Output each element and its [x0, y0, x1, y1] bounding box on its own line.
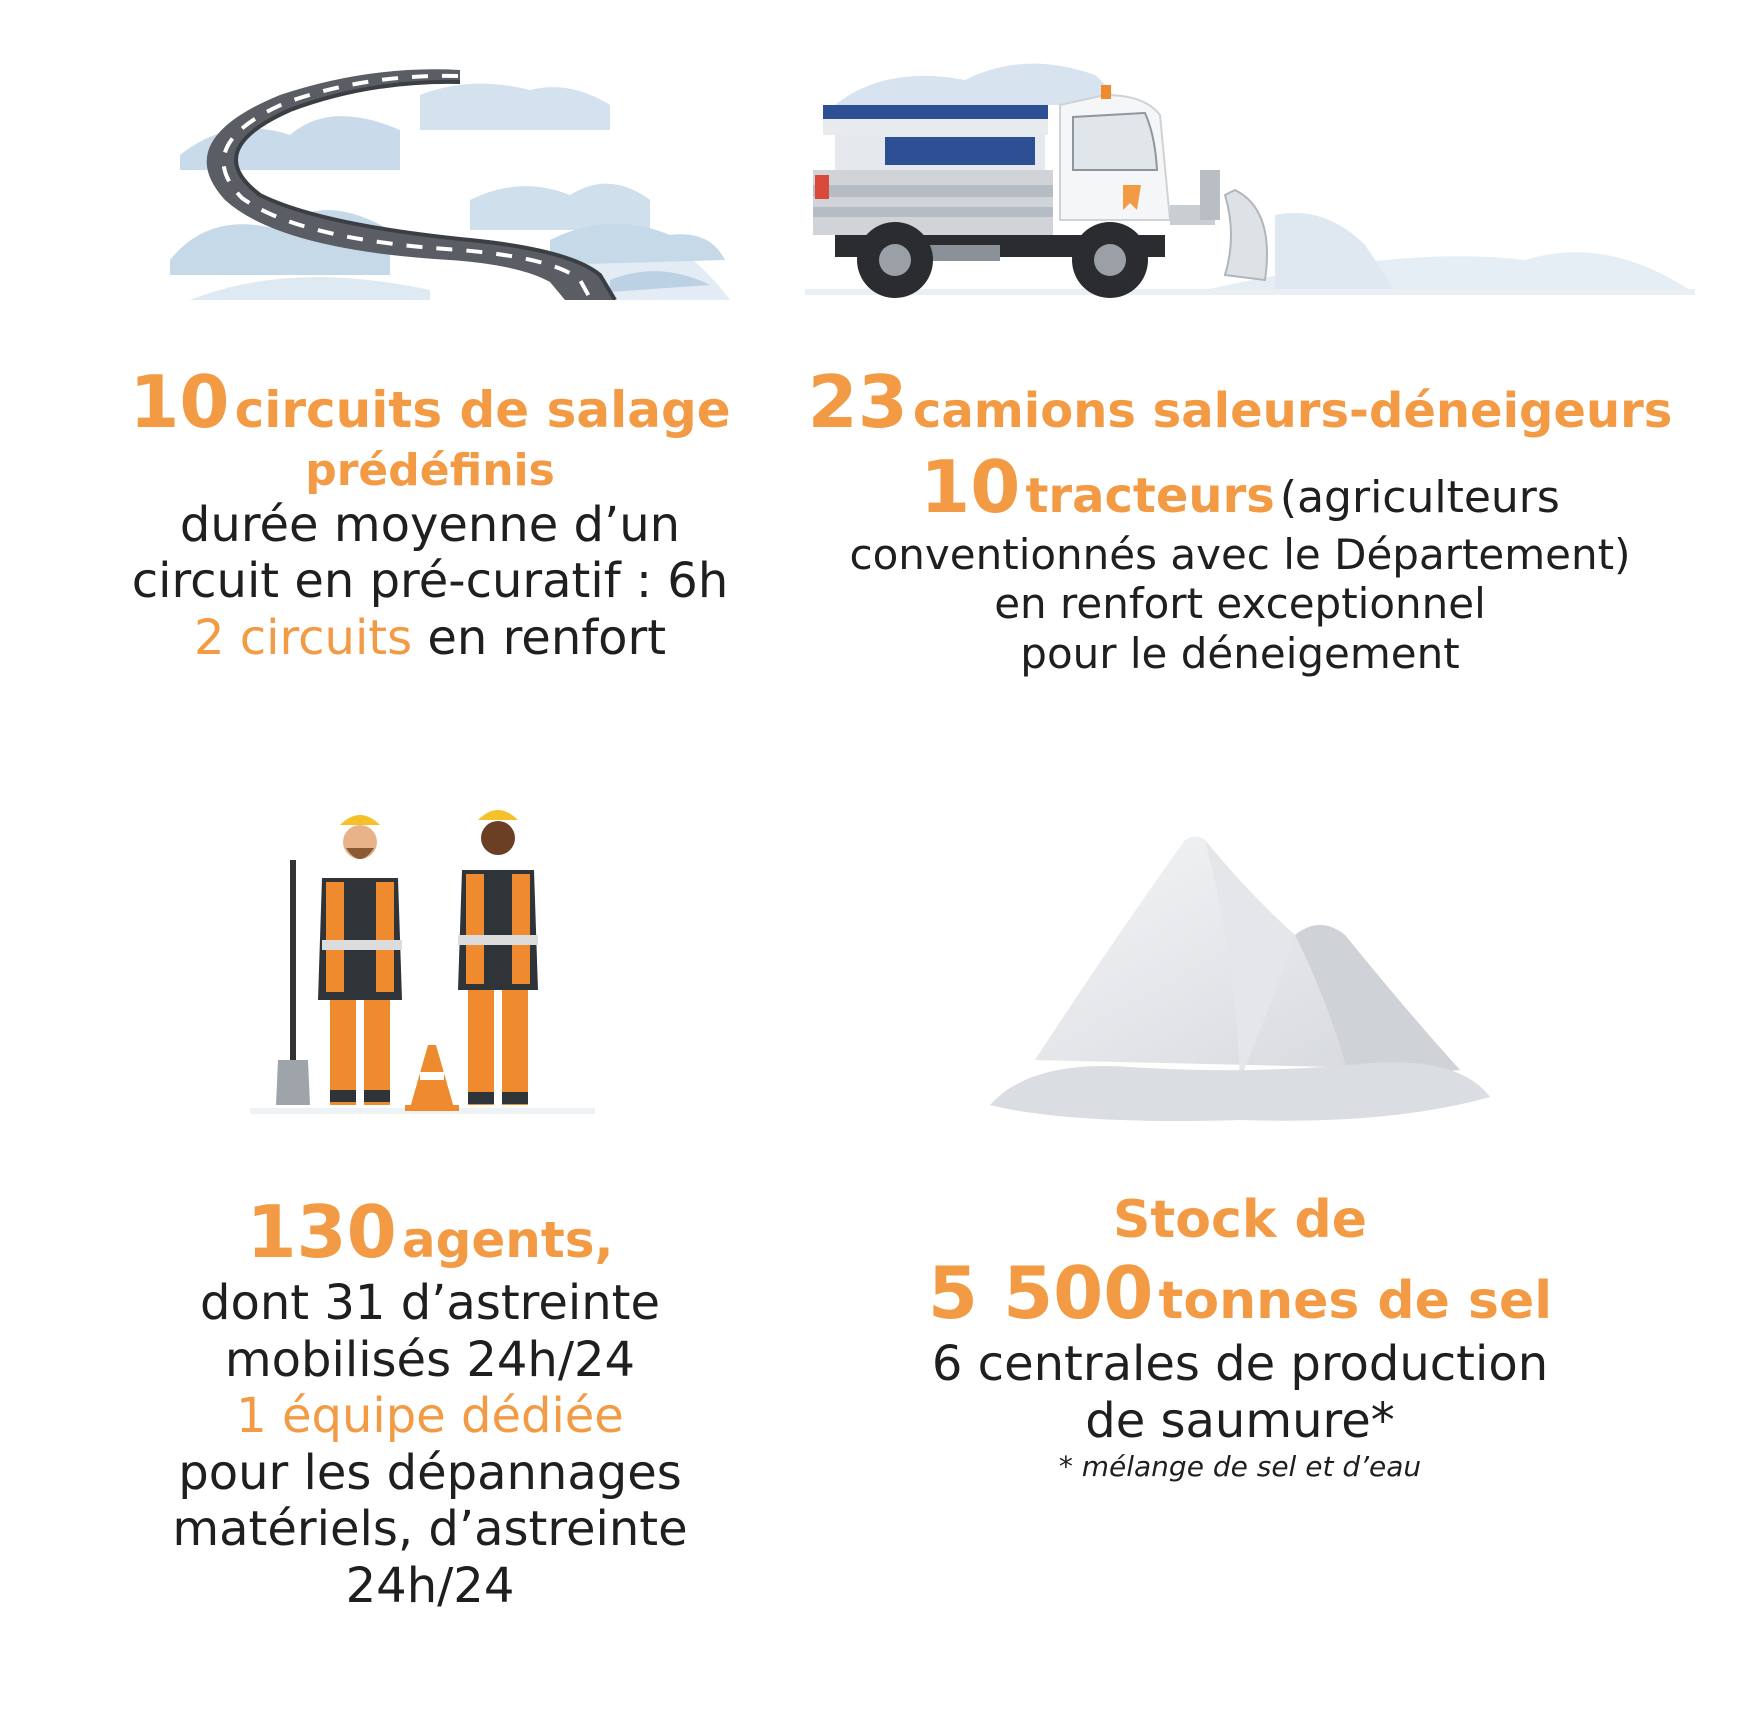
- circuits-headline: [100, 360, 760, 445]
- circuits-block: [100, 360, 760, 667]
- circuits-count: 10: [129, 360, 230, 444]
- agents-block: [100, 1190, 760, 1615]
- agents-line-3: pour les dépannages: [178, 1444, 682, 1501]
- trucks-count: 23: [807, 360, 908, 444]
- salt-title: Stock de: [1112, 1190, 1368, 1250]
- circuits-line-1: durée moyenne d’un: [179, 496, 681, 553]
- agents-headline: [100, 1190, 760, 1275]
- agents-comma: ,: [594, 1211, 614, 1269]
- circuits-renfort-accent: 2 circuits: [193, 610, 413, 667]
- vehicles-block: [790, 360, 1690, 679]
- winding-road-illustration: [170, 60, 730, 300]
- agents-title: agents: [401, 1211, 595, 1269]
- agents-count: 130: [246, 1190, 397, 1274]
- circuits-line-3: [100, 610, 760, 667]
- road-workers-illustration: [250, 790, 595, 1120]
- salt-line-1: 6 centrales de production: [931, 1336, 1549, 1393]
- trucks-title: camions saleurs-déneigeurs: [912, 383, 1673, 439]
- tractors-count: 10: [920, 444, 1021, 529]
- agents-team-accent: 1 équipe dédiée: [236, 1388, 624, 1445]
- vehicles-line-1: conventionnés avec le Département): [849, 529, 1631, 579]
- salt-amount: 5 500: [927, 1251, 1154, 1336]
- trucks-headline: [790, 360, 1690, 445]
- salt-pile-illustration: [990, 835, 1490, 1125]
- circuits-renfort-text: en renfort: [427, 610, 667, 667]
- agents-line-1: dont 31 d’astreinte: [200, 1274, 660, 1331]
- salt-block: [880, 1190, 1600, 1483]
- circuits-line-2: circuit en pré-curatif : 6h: [131, 553, 729, 610]
- salt-line-2: de saumure*: [1085, 1392, 1395, 1449]
- tractors-title: tracteurs: [1025, 467, 1275, 524]
- salt-unit: tonnes de sel: [1158, 1271, 1553, 1332]
- salt-headline: [880, 1251, 1600, 1336]
- circuits-title: circuits de salage: [234, 381, 731, 439]
- vehicles-line-2: en renfort exceptionnel: [994, 579, 1486, 629]
- agents-line-4: matériels, d’astreinte: [172, 1501, 688, 1558]
- tractors-headline: [790, 445, 1690, 530]
- vehicles-line-3: pour le déneigement: [1020, 629, 1460, 678]
- agents-line-2: mobilisés 24h/24: [224, 1331, 636, 1388]
- snowplow-truck-illustration: [805, 45, 1695, 305]
- salt-footnote: * mélange de sel et d’eau: [1058, 1449, 1422, 1483]
- tractors-paren: (agriculteurs: [1279, 471, 1560, 523]
- circuits-subtitle: prédéfinis: [305, 444, 555, 496]
- agents-line-5: 24h/24: [345, 1558, 515, 1615]
